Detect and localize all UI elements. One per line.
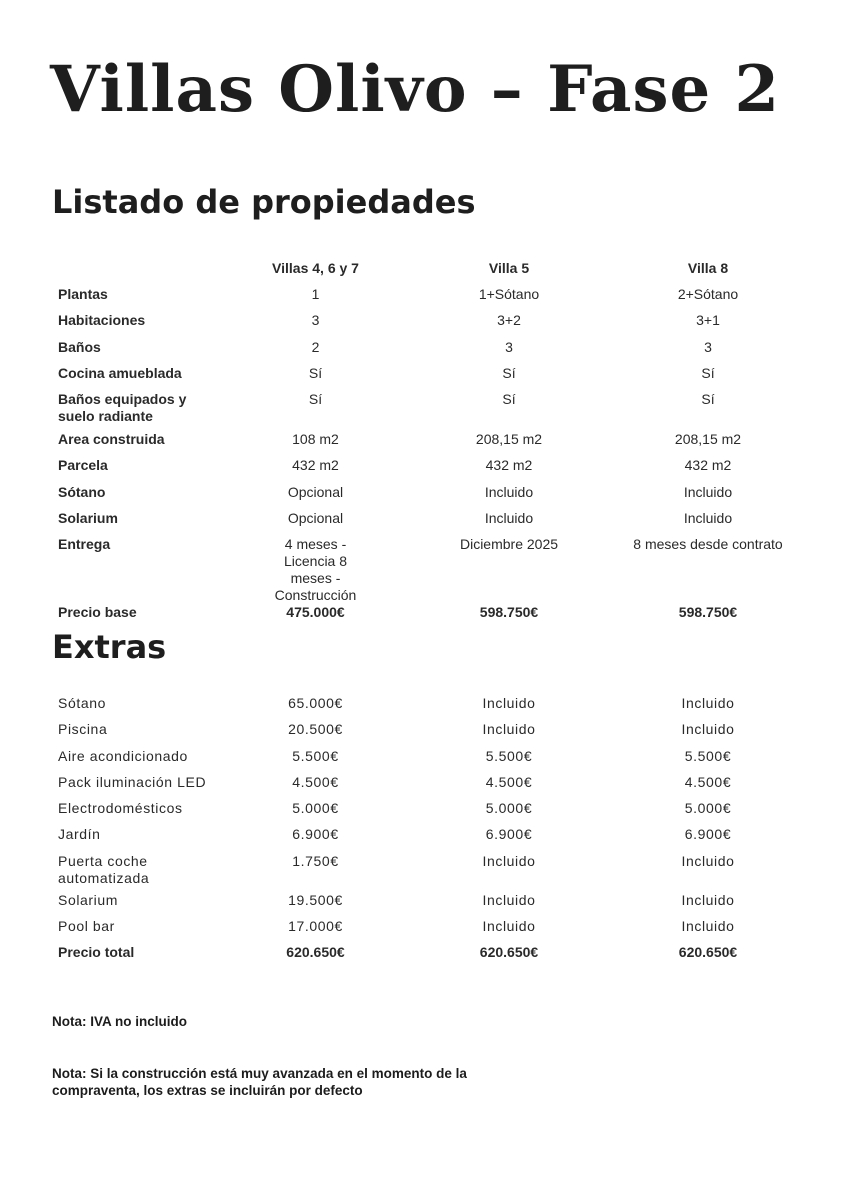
row-label: Cocina amueblada (58, 364, 182, 381)
row-label: Baños equipados y suelo radiante (58, 391, 187, 425)
row-label: Sótano (58, 483, 106, 500)
table-row (52, 365, 812, 391)
table-row (52, 339, 812, 365)
row-label: Pool bar (58, 918, 115, 935)
row-label: Baños (58, 338, 101, 355)
cell-value: Incluido (484, 483, 534, 500)
cell-value: 598.750€ (678, 604, 738, 621)
table-row (52, 892, 812, 918)
cell-value: 208,15 m2 (475, 431, 543, 448)
table-row (52, 826, 812, 852)
cell-value: Incluido (683, 483, 733, 500)
cell-value: 6.900€ (292, 826, 339, 843)
cell-value: 19.500€ (288, 891, 343, 908)
table-row-total (52, 944, 812, 970)
row-label: Area construida (58, 431, 165, 448)
cell-value: 620.650€ (678, 944, 738, 961)
cell-value: Opcional (287, 483, 344, 500)
row-label: Habitaciones (58, 312, 146, 329)
extras-table (52, 695, 812, 971)
cell-value: Sí (308, 391, 323, 408)
cell-value: Opcional (287, 510, 344, 527)
row-label: Aire acondicionado (58, 747, 188, 764)
cell-value: 17.000€ (288, 918, 343, 935)
cell-value: 65.000€ (288, 695, 343, 711)
row-label: Jardín (58, 826, 101, 843)
cell-value: 620.650€ (479, 944, 539, 961)
cell-value: 432 m2 (485, 457, 533, 474)
cell-value: Incluido (681, 891, 735, 908)
cell-value: Sí (502, 391, 516, 408)
column-header-villa-5: Villa 5 (488, 260, 530, 276)
table-row (52, 457, 812, 483)
cell-value: 5.500€ (485, 747, 533, 764)
cell-value: 432 m2 (684, 457, 732, 474)
note-vat: Nota: IVA no incluido (52, 1014, 187, 1029)
cell-value: Diciembre 2025 (459, 536, 559, 553)
cell-value: 3 (311, 312, 320, 329)
row-label: Solarium (58, 891, 119, 908)
table-row (52, 312, 812, 338)
cell-value: 1.750€ (292, 852, 339, 869)
column-header-villas-4-6-7: Villas 4, 6 y 7 (272, 260, 359, 276)
cell-value: 2+Sótano (677, 286, 739, 302)
cell-value: Sí (308, 364, 323, 381)
row-label: Electrodomésticos (58, 800, 183, 817)
cell-value: Sí (701, 364, 715, 381)
cell-value: 20.500€ (288, 721, 343, 738)
cell-value: 475.000€ (286, 604, 345, 621)
properties-section-title: Listado de propiedades (52, 183, 476, 221)
cell-value: Incluido (484, 510, 534, 527)
table-row (52, 536, 812, 604)
cell-value: 5.000€ (684, 800, 732, 817)
cell-value: 108 m2 (292, 431, 339, 448)
cell-value: 208,15 m2 (674, 431, 742, 448)
table-row (52, 853, 812, 892)
cell-value: 4.500€ (485, 773, 533, 790)
cell-value: 8 meses desde contrato (633, 536, 783, 553)
properties-table (52, 259, 812, 631)
cell-value: Incluido (681, 721, 735, 738)
row-label: Parcela (58, 457, 108, 474)
cell-value: 3 (505, 338, 513, 355)
cell-value: 5.000€ (292, 800, 339, 817)
table-row-price (52, 604, 812, 630)
row-label: Entrega (58, 536, 111, 553)
cell-value: Incluido (482, 695, 536, 711)
table-row (52, 431, 812, 457)
cell-value: 1 (311, 286, 320, 302)
page-title: Villas Olivo – Fase 2 (50, 52, 781, 127)
cell-value: Sí (502, 364, 516, 381)
row-label: Precio base (58, 604, 137, 621)
cell-value: 3+1 (696, 312, 720, 329)
cell-value: 6.900€ (684, 826, 732, 843)
cell-value: 1+Sótano (478, 286, 540, 302)
table-row (52, 286, 812, 312)
cell-value: Incluido (482, 852, 536, 869)
table-row (52, 695, 812, 721)
cell-value: Incluido (681, 918, 735, 935)
table-row (52, 918, 812, 944)
cell-value: Incluido (482, 918, 536, 935)
cell-value: 3 (704, 338, 712, 355)
note-extras-default: Nota: Si la construcción está muy avanzada en el momento de la compraventa, los extras se incluirán por defecto (52, 1066, 467, 1098)
row-label: Puerta coche automatizada (58, 852, 150, 886)
cell-value: 620.650€ (286, 944, 345, 961)
cell-value: Sí (701, 391, 715, 408)
row-label: Plantas (58, 286, 108, 302)
cell-value: 5.000€ (485, 800, 533, 817)
row-label: Piscina (58, 721, 108, 738)
cell-value: Incluido (482, 721, 536, 738)
table-row (52, 800, 812, 826)
cell-value: 5.500€ (684, 747, 732, 764)
row-label: Sótano (58, 695, 106, 711)
column-header-villa-8: Villa 8 (687, 260, 729, 276)
table-row (52, 774, 812, 800)
cell-value: Incluido (482, 891, 536, 908)
table-row (52, 510, 812, 536)
table-row (52, 748, 812, 774)
cell-value: 4.500€ (292, 773, 339, 790)
cell-value: Incluido (683, 510, 733, 527)
column-header-label (52, 259, 217, 286)
row-label: Precio total (58, 944, 135, 961)
properties-header-row (52, 259, 812, 286)
cell-value: 2 (311, 338, 320, 355)
table-row (52, 721, 812, 747)
cell-value: 3+2 (497, 312, 521, 329)
cell-value: 5.500€ (292, 747, 339, 764)
row-label: Solarium (58, 510, 118, 527)
table-row (52, 391, 812, 431)
cell-value: 432 m2 (292, 457, 339, 474)
cell-value: Incluido (681, 852, 735, 869)
row-label: Pack iluminación LED (58, 773, 207, 790)
cell-value: 6.900€ (485, 826, 533, 843)
cell-value: 598.750€ (479, 604, 539, 621)
cell-value: Incluido (681, 695, 735, 711)
cell-value: 4 meses - Licencia 8 meses - Construcción (274, 536, 357, 604)
extras-section-title: Extras (52, 628, 167, 666)
table-row (52, 484, 812, 510)
cell-value: 4.500€ (684, 773, 732, 790)
